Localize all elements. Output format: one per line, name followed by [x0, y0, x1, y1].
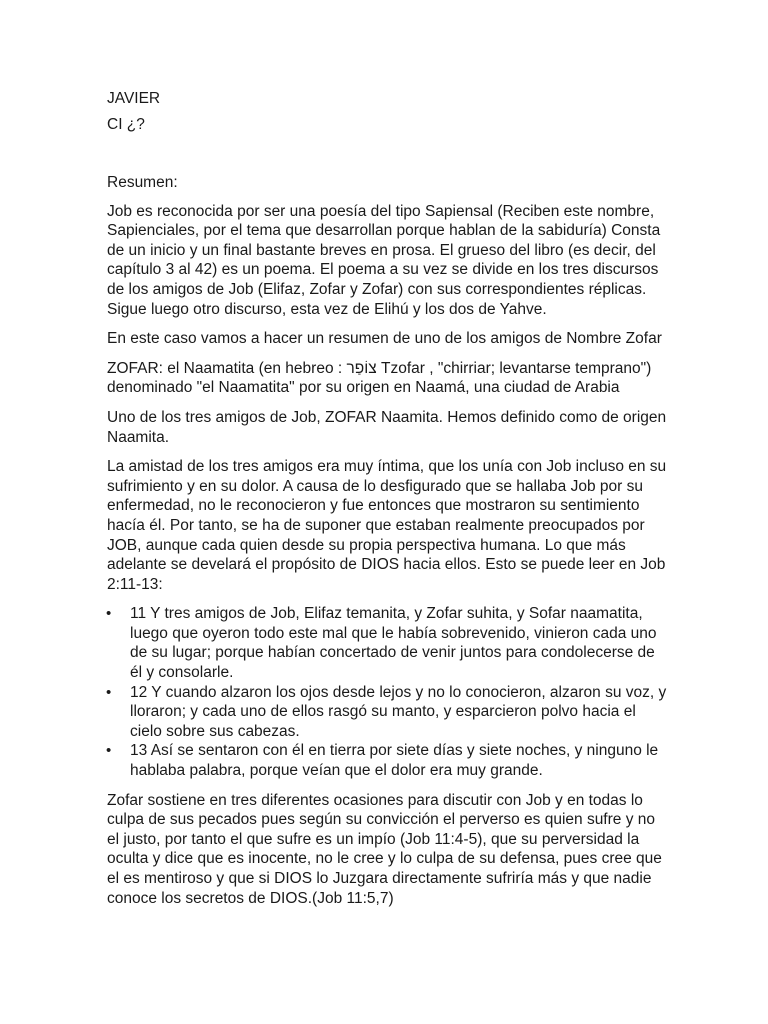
author-name: JAVIER: [107, 90, 161, 107]
zofar-definition-paragraph: ZOFAR: el Naamatita (en hebreo : צוֹפַר Tzofar , "chirriar; levantarse temprano") denominado "el Naamatita" por su origen en Naamá, una ciudad de Arabia: [107, 359, 652, 397]
verse-item: • 12 Y cuando alzaron los ojos desde lejos y no lo conocieron, alzaron su voz, y lloraron; y cada uno de ellos rasgó su manto, y esparcieron polvo hacia el cielo sobre sus cabezas.: [107, 683, 667, 742]
resumen-heading: Resumen:: [107, 174, 178, 191]
friendship-paragraph: La amistad de los tres amigos era muy íntima, que los unía con Job incluso en su sufrimiento y en su dolor. A causa de lo desfigurado que se hallaba Job por su enfermedad, no le reconocieron y fue entonces que mostraron su sentimiento hacía él. Por tanto, se ha de suponer que estaban realmente preocupados por JOB, aunque cada quien desde su propia perspectiva humana. Lo que más adelante se develará el propósito de DIOS hacia ellos. Esto se puede leer en Job 2:11-13:: [107, 458, 667, 593]
document-page: [107, 88, 667, 918]
closing-paragraph: Zofar sostiene en tres diferentes ocasiones para discutir con Job y en todas lo culpa de sus pecados pues según su convicción el perverso es quien sufre y no el justo, por tanto el que sufre es un impío (Job 11:4-5), que su perversidad la oculta y dice que es inocente, no le cree y lo culpa de su defensa, pues cree que el es mentiroso y que si DIOS lo Juzgara directamente sufriría más y que nadie conoce los secretos de DIOS.(Job 11:5,7): [107, 791, 662, 907]
verse-item: • 11 Y tres amigos de Job, Elifaz temanita, y Zofar suhita, y Sofar naamatita, luego que oyeron todo este mal que le había sobrevenido, vinieron cada uno de su lugar; porque habían concertado de venir juntos para condolecerse de él y consolarle.: [107, 604, 667, 682]
intro-paragraph: Job es reconocida por ser una poesía del tipo Sapiensal (Reciben este nombre, Sapienciales, por el tema que desarrollan porque hablan de la sabiduría) Consta de un inicio y un final bastante breves en prosa. El grueso del libro (es decir, del capítulo 3 al 42) es un poema. El poema a su vez se divide en los tres discursos de los amigos de Job (Elifaz, Zofar y Zofar) con sus correspondientes réplicas. Sigue luego otro discurso, esta vez de Elihú y los dos de Yahve.: [107, 202, 661, 318]
zofar-origin-paragraph: Uno de los tres amigos de Job, ZOFAR Naamita. Hemos definido como de origen Naamita.: [107, 408, 667, 446]
ci-line: CI ¿?: [107, 116, 145, 133]
verse-list: [107, 604, 667, 780]
verse-item: • 13 Así se sentaron con él en tierra por siete días y siete noches, y ninguno le hablaba palabra, porque veían que el dolor era muy grande.: [107, 741, 667, 780]
summary-purpose-paragraph: En este caso vamos a hacer un resumen de uno de los amigos de Nombre Zofar: [107, 330, 662, 348]
